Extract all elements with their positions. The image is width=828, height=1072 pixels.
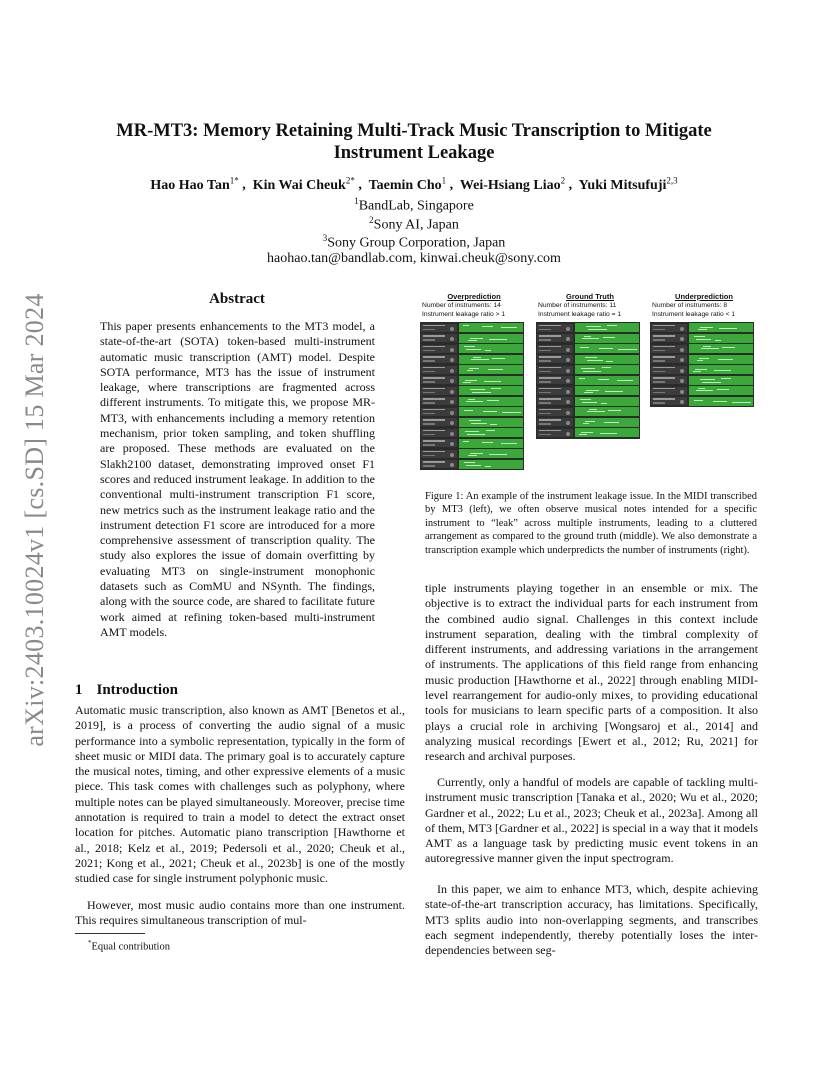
midi-lane <box>459 407 523 416</box>
midi-lane <box>459 449 523 458</box>
track-controls <box>651 366 687 374</box>
midi-lane <box>459 344 523 353</box>
midi-lane <box>575 376 639 385</box>
panel-instrument-count: Number of instruments: 14 <box>422 302 501 309</box>
affiliation: $^3$Sony Group Corporation, Japan <box>322 233 506 251</box>
instrument-track <box>420 375 524 385</box>
instrument-track <box>650 333 754 343</box>
midi-lane <box>459 323 523 332</box>
midi-lane <box>575 334 639 343</box>
track-controls <box>421 460 457 468</box>
instrument-track <box>420 365 524 375</box>
instrument-track <box>650 365 754 375</box>
track-controls <box>421 355 457 363</box>
figure-caption: Figure 1: An example of the instrument leakage issue. In the MIDI transcribed by MT3 (left), we often observe musical notes intended for a specific instrument to “leak” across multiple instruments, leading to a cluttered arrangement as compared to the ground truth (middle). We also demonstrate a transcription example which underpredicts the number of instruments (right). <box>425 491 757 556</box>
track-controls <box>421 334 457 342</box>
panel-title: Overprediction <box>447 292 501 301</box>
instrument-track <box>536 417 640 427</box>
midi-lane <box>459 439 523 448</box>
instrument-track <box>650 375 754 385</box>
midi-lane <box>575 397 639 406</box>
midi-lane <box>459 418 523 427</box>
instrument-track <box>420 449 524 459</box>
track-controls <box>421 429 457 437</box>
author: Yuki Mitsufuji$^{2,3}$ <box>578 175 678 193</box>
panel-leakage-ratio: Instrument leakage ratio = 1 <box>538 310 622 318</box>
affiliation: $^1$BandLab, Singapore <box>354 196 474 214</box>
instrument-track <box>420 354 524 364</box>
midi-lane <box>575 323 639 332</box>
instrument-track <box>650 396 754 406</box>
section-heading: 1 Introduction <box>75 682 178 698</box>
panel-overprediction <box>420 292 528 482</box>
panel-title: Underprediction <box>675 292 733 301</box>
track-controls <box>421 376 457 384</box>
track-controls <box>421 450 457 458</box>
track-controls <box>421 439 457 447</box>
instrument-track <box>420 386 524 396</box>
midi-lane <box>689 365 753 374</box>
panel-title: Ground Truth <box>566 292 614 301</box>
track-controls <box>651 376 687 384</box>
midi-lane <box>689 355 753 364</box>
figure-1 <box>420 292 756 482</box>
midi-lane <box>459 460 523 469</box>
track-controls <box>537 366 573 374</box>
instrument-track <box>536 375 640 385</box>
midi-lane <box>459 397 523 406</box>
instrument-track <box>420 417 524 427</box>
author: Kin Wai Cheuk$^{2*}$ <box>252 175 355 193</box>
midi-lane <box>459 386 523 395</box>
footnote-rule <box>75 933 145 934</box>
instrument-track <box>536 386 640 396</box>
instrument-track <box>650 323 754 333</box>
instrument-track <box>650 354 754 364</box>
right-paragraph-3: In this paper, we aim to enhance MT3, which, despite achieving state-of-the-art transcription accuracy, has limitations. Specifically, MT3 splits audio into non-overlapping segments, and transcribes each segment independently, thereby potentially loses the inter-dependencies between seg- <box>425 882 758 958</box>
instrument-track <box>650 344 754 354</box>
midi-lane <box>575 365 639 374</box>
intro-paragraph-1: Automatic music transcription, also known as AMT [Benetos et al., 2019], is a process of converting the audio signal of a music performance into a symbolic representation, typically in the form of sheet music or MIDI data. The primary goal is to accurately capture the musical notes, timing, and other expressive elements of a music piece. This task comes with challenges such as polyphony, where multiple notes can be played simultaneously. Moreover, precise time annotation is required to train a model to detect the extract onset location for pitches. Automatic piano transcription [Hawthorne et al., 2018; Kelz et al., 2019; Pedersoli et al., 2020; Cheuk et al., 2021; Kong et al., 2021; Cheuk et al., 2023b] is one of the mostly studied case for single instrument polyphonic music. <box>75 703 405 886</box>
instrument-track <box>650 386 754 396</box>
panel-ground-truth <box>536 292 644 482</box>
midi-lane <box>575 428 639 437</box>
track-controls <box>537 345 573 353</box>
midi-lane <box>575 344 639 353</box>
instrument-track <box>420 407 524 417</box>
abstract-heading: Abstract <box>209 291 265 307</box>
instrument-track <box>536 407 640 417</box>
track-controls <box>421 345 457 353</box>
instrument-track <box>420 428 524 438</box>
track-controls <box>537 418 573 426</box>
track-controls <box>421 324 457 332</box>
instrument-track <box>420 344 524 354</box>
track-controls <box>651 345 687 353</box>
track-controls <box>537 408 573 416</box>
track-controls <box>651 324 687 332</box>
track-controls <box>421 366 457 374</box>
daw-track-list <box>650 322 754 407</box>
track-controls <box>537 387 573 395</box>
right-paragraph-1: tiple instruments playing together in an ensemble or mix. The objective is to extract the individual parts for each instrument from the combined audio signal. Challenges in this context include instrument separation, dealing with the timbral complexity of different instruments, and addressing variations in the arrangement of instruments. The applications of this field range from enhancing music production [Hawthorne et al., 2022] through enabling MIDI-level rearrangement for audio-only mixes, to providing educational tools for musicians to learn specific parts of a composition. It also plays a crucial role in archiving [Wongsaroj et al., 2014] and analyzing musical recordings [Ewert et al., 2012; Ru, 2021] for research and archival purposes. <box>425 581 758 764</box>
right-paragraph-2: Currently, only a handful of models are capable of tackling multi-instrument music transcription [Tanaka et al., 2020; Wu et al., 2020; Gardner et al., 2022; Lu et al., 2023; Cheuk et al., 2023a]. Among all of them, MT3 [Gardner et al., 2022] is special in a way that it models AMT as a language task by predicting music event tokens in an autoregressive manner given the input spectrogram. <box>425 775 758 866</box>
instrument-track <box>420 333 524 343</box>
instrument-track <box>536 428 640 438</box>
midi-lane <box>689 386 753 395</box>
track-controls <box>651 387 687 395</box>
title-line-2: Instrument Leakage <box>333 143 495 163</box>
track-controls <box>421 397 457 405</box>
panel-leakage-ratio: Instrument leakage ratio < 1 <box>652 310 736 318</box>
author: Wei-Hsiang Liao$^2$ <box>459 175 566 193</box>
title-line-1: MR-MT3: Memory Retaining Multi-Track Music Transcription to Mitigate <box>116 121 712 141</box>
instrument-track <box>536 333 640 343</box>
arxiv-stamp <box>12 270 58 770</box>
track-controls <box>421 387 457 395</box>
author: Taemin Cho$^1$ <box>368 175 447 193</box>
midi-lane <box>575 386 639 395</box>
track-controls <box>651 334 687 342</box>
track-controls <box>537 397 573 405</box>
track-controls <box>651 355 687 363</box>
instrument-track <box>536 396 640 406</box>
instrument-track <box>420 459 524 469</box>
midi-lane <box>689 376 753 385</box>
midi-lane <box>689 334 753 343</box>
midi-lane <box>575 418 639 427</box>
track-controls <box>421 418 457 426</box>
track-controls <box>537 334 573 342</box>
instrument-track <box>536 344 640 354</box>
instrument-track <box>420 323 524 333</box>
track-controls <box>537 355 573 363</box>
footnote: *Equal contribution <box>88 939 170 953</box>
midi-lane <box>689 323 753 332</box>
track-controls <box>537 324 573 332</box>
panel-instrument-count: Number of instruments: 11 <box>538 302 617 309</box>
paper-title <box>90 120 738 164</box>
arxiv-id: arXiv:2403.10024v1 [cs.SD] 15 Mar 2024 <box>20 293 49 747</box>
midi-lane <box>459 334 523 343</box>
midi-lane <box>459 365 523 374</box>
daw-track-list <box>420 322 524 470</box>
midi-lane <box>575 355 639 364</box>
track-controls <box>651 397 687 405</box>
midi-lane <box>575 407 639 416</box>
instrument-track <box>536 354 640 364</box>
midi-lane <box>689 397 753 406</box>
instrument-track <box>536 323 640 333</box>
abstract-text: This paper presents enhancements to the MT3 model, a state-of-the-art (SOTA) token-based multi-instrument automatic music transcription (AMT) model. Despite SOTA performance, MT3 has the issue of instrument leakage, where transcriptions are fragmented across different instruments. To mitigate this, we propose MR-MT3, with enhancements including a memory retention mechanism, prior token sampling, and token shuffling are proposed. These methods are evaluated on the Slakh2100 dataset, demonstrating improved onset F1 scores and reduced instrument leakage. In addition to the conventional multi-instrument transcription F1 score, new metrics such as the instrument leakage ratio and the instrument detection F1 score are introduced for a more comprehensive assessment of transcription quality. The study also explores the issue of domain overfitting by evaluating MT3 on single-instrument monophonic datasets such as ComMU and NSynth. The findings, along with the source code, are shared to facilitate future work aimed at refining token-based multi-instrument AMT models. <box>100 319 375 639</box>
instrument-track <box>536 365 640 375</box>
author: Hao Hao Tan$^{1*}$ <box>150 175 239 193</box>
intro-paragraph-2: However, most music audio contains more than one instrument. This requires simultaneous transcription of mul- <box>75 898 405 928</box>
midi-lane <box>689 344 753 353</box>
author-emails: haohao.tan@bandlab.com, kinwai.cheuk@sony.com <box>267 251 561 266</box>
panel-leakage-ratio: Instrument leakage ratio > 1 <box>422 310 506 318</box>
midi-lane <box>459 355 523 364</box>
track-controls <box>421 408 457 416</box>
author-list: Hao Hao Tan$^{1*}$ , Kin Wai Cheuk$^{2*}$ , Taemin Cho$^1$ , Wei-Hsiang Liao$^2$ , Yuki Mitsufuji$^{2,3}$ <box>150 175 678 193</box>
daw-track-list <box>536 322 640 439</box>
midi-lane <box>459 376 523 385</box>
track-controls <box>537 429 573 437</box>
affiliation: $^2$Sony AI, Japan <box>369 215 459 233</box>
track-controls <box>537 376 573 384</box>
instrument-track <box>420 438 524 448</box>
panel-underprediction <box>650 292 758 482</box>
midi-lane <box>459 428 523 437</box>
panel-instrument-count: Number of instruments: 8 <box>652 302 728 309</box>
instrument-track <box>420 396 524 406</box>
